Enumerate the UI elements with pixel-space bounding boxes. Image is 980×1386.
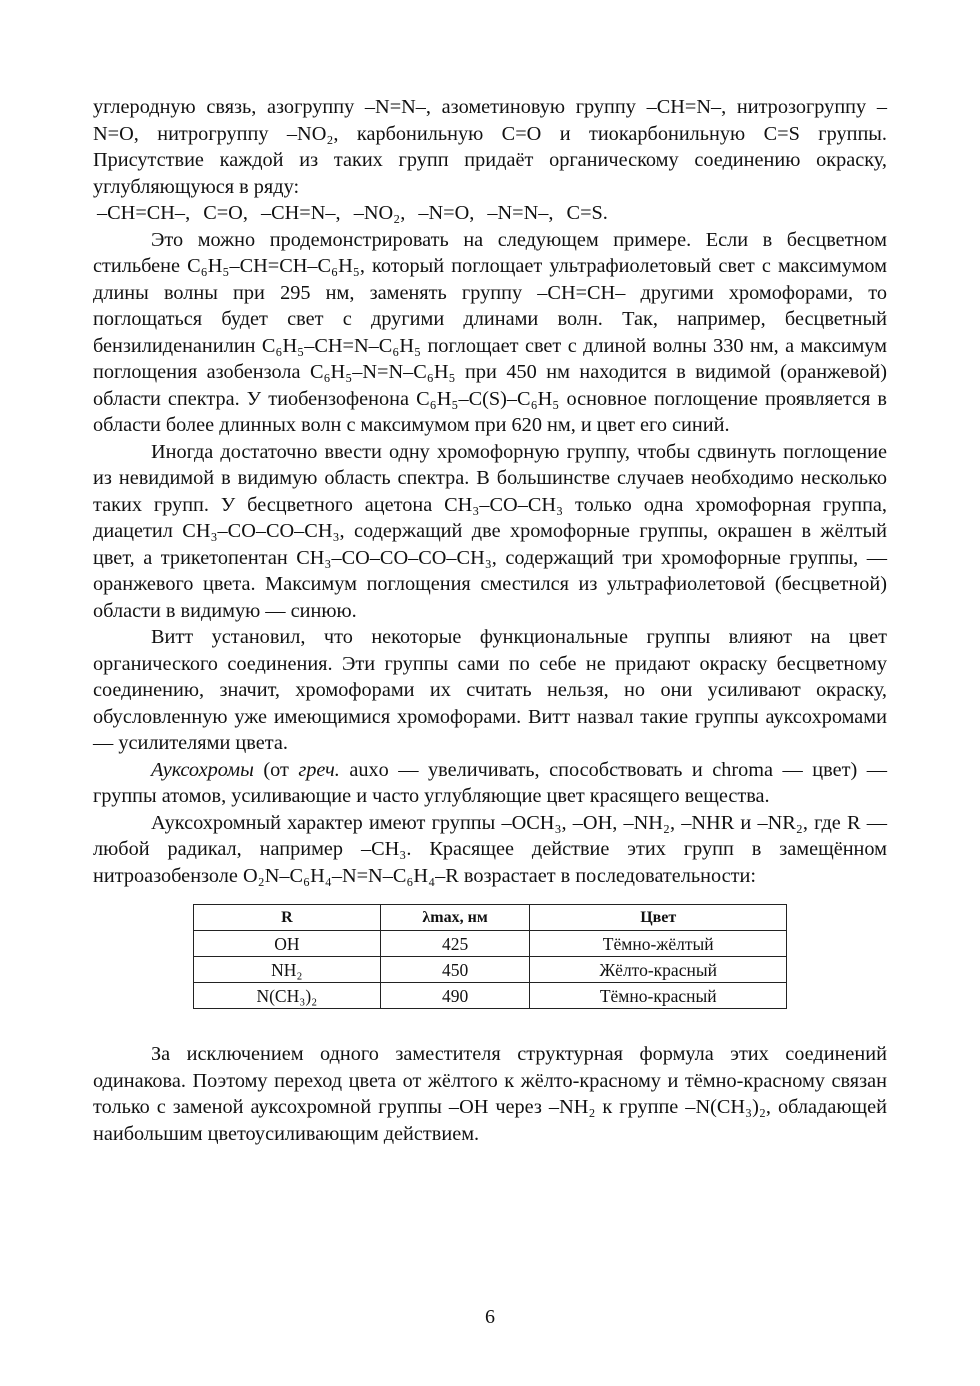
definition-text: auxo — увеличивать, способствовать и chroma — цвет) — группы атомов, усиливающие и часто углубляющие цвет красящего вещества. [93, 758, 887, 807]
absorption-table [193, 904, 787, 1009]
abbr-greek: греч. [298, 758, 340, 781]
paragraph-stilbene-example: Это можно продемонстрировать на следующем примере. Если в бесцветном стильбене C₆H₅–CH=CH–C₆H₅, который поглощает ультрафиолетовый свет с максимумом длины волны при 295 нм, заменять группу –CH=CH– другими хромофорами, то поглощаться будет свет с другими длинами волн. Так, например, бесцветный бензилиденанилин C₆H₅–CH=N–C₆H₅ поглощает свет с длиной волны 330 нм, а максимум поглощения азобензола C₆H₅–N=N–C₆H₅ при 450 нм находится в видимой (оранжевой) области спектра. У тиобензофенона C₆H₅–C(S)–C₆H₅ основное поглощение проявляется в области более длинных волн с максимумом при 620 нм, и цвет его синий. [93, 228, 887, 436]
cell-lambda: 450 [380, 957, 530, 983]
document-page [93, 94, 887, 1147]
cell-lambda: 490 [380, 983, 530, 1009]
paragraph-auxochrome-groups: Ауксохромный характер имеют группы –OCH₃, –OH, –NH₂, –NHR и –NR₂, где R — любой радикал, например –CH₃. Красящее действие этих групп в замещённом нитроазобензоле O₂N–C₆H₄–N=N–C₆H₄–R возрастает в последовательности: [93, 811, 887, 887]
paragraph-chromophores: углеродную связь, азогруппу –N=N–, азометиновую группу –CH=N–, нитрозогруппу –N=O, нитрогруппу –NO₂, карбонильную C=O и тиокарбонильную C=S группы. Присутствие каждой из таких групп придаёт органическому соединению окраску, углубляющуюся в ряду: [93, 96, 887, 198]
cell-r: NH₂ [194, 957, 381, 983]
series-item: –CH=N–, [260, 202, 341, 224]
paragraph-acetone-example: Иногда достаточно ввести одну хромофорную группу, чтобы сдвинуть поглощение из невидимой в видимую область спектра. В большинстве случаев необходимо несколько таких групп. У бесцветного ацетона CH₃–CO–CH₃ только одна хромофорная группа, диацетил CH₃–CO–CO–CH₃, содержащий две хромофорные группы, окрашен в жёлтый цвет, а трикетопентан CH₃–CO–CO–CO–CH₃, содержащий три хромофорные группы, — оранжевого цвета. Максимум поглощения сместился из ультрафиолетовой (бесцветной) области в видимую — синюю. [93, 440, 887, 622]
definition-text: (от [253, 758, 299, 781]
chromophore-series [93, 200, 887, 227]
table-row [194, 983, 787, 1009]
paragraph-auxochrome-definition [93, 757, 887, 810]
series-item: –N=N–, [487, 202, 554, 224]
cell-r: OH [194, 931, 381, 957]
paragraph-witt: Витт установил, что некоторые функциональные группы влияют на цвет органического соединения. Эти группы сами по себе не придают окраску бесцветному соединению, значит, хромофорами их считать нельзя, но они усиливают окраску, обусловленную уже имеющимися хромофорами. Витт назвал такие группы ауксохромами — усилителями цвета. [93, 626, 887, 754]
column-header-lambda: λmax, нм [380, 905, 530, 931]
series-item: C=O, [203, 202, 248, 224]
cell-lambda: 425 [380, 931, 530, 957]
column-header-r: R [194, 905, 381, 931]
series-item: –N=O, [418, 202, 475, 224]
page-number: 6 [485, 1306, 495, 1328]
table-row [194, 931, 787, 957]
paragraph-conclusion: За исключением одного заместителя структурная формула этих соединений одинакова. Поэтому переход цвета от жёлтого к жёлто-красному и тёмно-красному связан только с заменой ауксохромной группы –OH через –NH₂ к группе –N(CH₃)₂, обладающей наибольшим цветоусиливающим действием. [93, 1043, 887, 1145]
series-item: C=S. [566, 202, 608, 224]
series-item: –CH=CH–, [97, 202, 191, 224]
cell-color: Тёмно-красный [530, 983, 787, 1009]
table-header-row [194, 905, 787, 931]
table-row [194, 957, 787, 983]
term-auxochromes: Ауксохромы [151, 758, 254, 781]
cell-color: Жёлто-красный [530, 957, 787, 983]
cell-r: N(CH₃)₂ [194, 983, 381, 1009]
cell-color: Тёмно-жёлтый [530, 931, 787, 957]
column-header-color: Цвет [530, 905, 787, 931]
table-wrapper [193, 904, 887, 1009]
series-item: –NO₂, [353, 202, 406, 224]
